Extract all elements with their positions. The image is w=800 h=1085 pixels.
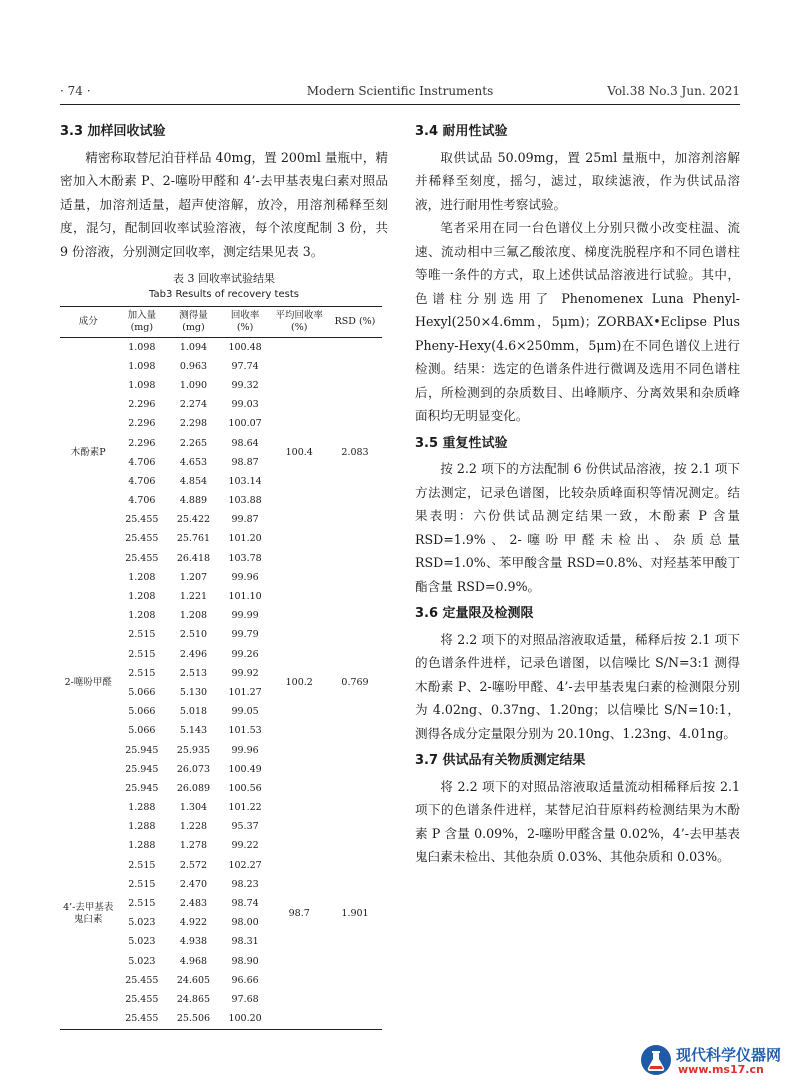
recovery-cell: 100.07 [228, 418, 262, 430]
section-3-3-title: 3.3 加样回收试验 [60, 124, 166, 139]
recovery-cell: 99.87 [231, 514, 259, 526]
recovery-cell: 103.78 [228, 552, 262, 564]
added-cell: 25.455 [125, 514, 159, 526]
measured-cell: 25.935 [176, 744, 211, 756]
added-cell: 2.515 [128, 859, 156, 871]
recovery-cell: 98.23 [231, 878, 259, 890]
recovery-cell: 101.22 [228, 802, 262, 814]
measured-cell: 2.483 [179, 898, 208, 910]
measured-cell: 24.865 [176, 993, 211, 1005]
measured-cell: 2.265 [179, 437, 208, 449]
section-3-4-title: 3.4 耐用性试验 [415, 124, 508, 139]
right-column [415, 116, 740, 869]
added-cell: 25.455 [125, 552, 159, 564]
added-cell: 25.945 [125, 744, 159, 756]
measured-cell: 5.143 [179, 725, 208, 737]
added-cell: 5.066 [128, 686, 156, 698]
page-number: · 74 · [60, 84, 91, 98]
section-3-6-title: 3.6 定量限及检测限 [415, 606, 534, 621]
measured-cell: 4.922 [179, 917, 208, 929]
recovery-cell: 99.26 [231, 648, 259, 660]
added-cell: 2.296 [128, 399, 156, 411]
left-column [60, 116, 388, 1030]
recovery-cell: 103.14 [228, 475, 262, 487]
added-cell: 25.945 [125, 763, 159, 775]
section-3-7-title: 3.7 供试品有关物质测定结果 [415, 753, 586, 768]
measured-cell: 2.572 [179, 859, 208, 871]
header-avg-recovery: 平均回收率 (%) [270, 307, 328, 338]
measured-cell: 2.496 [179, 648, 208, 660]
recovery-cell: 99.03 [231, 399, 259, 411]
measured-cell: 1.090 [179, 379, 208, 391]
recovery-cell: 100.48 [228, 341, 262, 353]
measured-cell: 1.228 [179, 821, 208, 833]
added-cell: 1.098 [128, 379, 156, 391]
added-cell: 2.515 [128, 667, 156, 679]
section-3-7-paragraph: 将 2.2 项下的对照品溶液取适量流动相稀释后按 2.1 项下的色谱条件进样，某替尼泊苷原料药检测结果为木酚素 P 含量 0.09%，2-噻吩甲醛含量 0.02%，4’-去甲基表鬼臼素未检出、其他杂质 0.03%、其他杂质和 0.03%。 [415, 778, 740, 864]
recovery-cell: 98.87 [231, 456, 259, 468]
measured-cell: 4.653 [179, 456, 208, 468]
measured-cell: 26.089 [176, 782, 211, 794]
section-3-3-paragraph: 精密称取替尼泊苷样品 40mg，置 200ml 量瓶中，精密加入木酚素 P、2-噻吩甲醛和 4’-去甲基表鬼臼素对照品适量，加溶剂适量，超声使溶解，放冷，用溶剂稀释至刻度，混匀，配制回收率试验溶液，每个浓度配制 3 份，共 9 份溶液，分别测定回收率，测定结果见表 3。 [60, 149, 388, 259]
section-3-4-paragraph-2: 笔者采用在同一台色谱仪上分别只微小改变柱温、流速、流动相中三氟乙酸浓度、梯度洗脱程序和不同色谱柱等唯一条件的方式，取上述供试品溶液进行试验。其中，色谱柱分别选用了 Phenomenex Luna Phenyl-Hexyl(250×4.6mm，5μm)；ZORBAX•Eclipse Plus Pheny-Hexy(4.6×250mm，5μm)在不同色谱仪上进行检测。结果：选定的色谱条件进行微调及选用不同色谱柱后，所检测到的杂质数目、出峰顺序、分离效果和杂质峰面积均无明显变化。 [415, 220, 740, 423]
recovery-cell: 98.00 [231, 917, 259, 929]
measured-cell: 1.094 [179, 341, 208, 353]
measured-cell: 2.513 [179, 667, 208, 679]
recovery-cell: 99.96 [231, 571, 259, 583]
running-header [60, 84, 740, 104]
added-cell: 2.296 [128, 437, 156, 449]
component-name-cell: 4’-去甲基表 鬼臼素 [63, 901, 114, 925]
recovery-cell: 102.27 [228, 859, 262, 871]
measured-cell: 2.510 [179, 629, 208, 641]
logo-name: 现代科学仪器网 [676, 1046, 782, 1064]
recovery-cell: 96.66 [231, 974, 259, 986]
measured-cell: 25.422 [176, 514, 211, 526]
avg-recovery-cell: 100.2 [285, 677, 313, 689]
table-header-row [60, 307, 382, 338]
added-cell: 5.023 [128, 917, 156, 929]
journal-name: Modern Scientific Instruments [306, 84, 494, 98]
recovery-cell: 97.68 [231, 993, 259, 1005]
added-cell: 1.098 [128, 360, 156, 372]
added-cell: 5.023 [128, 936, 156, 948]
measured-cell: 4.968 [179, 955, 208, 967]
table-caption-en: Tab3 Results of recovery tests [149, 289, 299, 300]
added-cell: 2.515 [128, 648, 156, 660]
table-caption-cn: 表 3 回收率试验结果 [173, 272, 275, 285]
avg-recovery-cell: 98.7 [288, 907, 310, 919]
recovery-cell: 99.05 [231, 706, 259, 718]
measured-cell: 1.221 [179, 591, 208, 603]
recovery-cell: 100.20 [228, 1013, 262, 1025]
recovery-cell: 95.37 [231, 821, 259, 833]
measured-cell: 5.018 [179, 706, 208, 718]
measured-cell: 2.298 [179, 418, 208, 430]
table-body [60, 338, 382, 1030]
recovery-cell: 98.31 [231, 936, 259, 948]
site-logo[interactable] [640, 1042, 790, 1080]
section-3-5-title: 3.5 重复性试验 [415, 435, 508, 451]
measured-cell: 4.889 [179, 495, 208, 507]
measured-cell: 2.274 [179, 399, 208, 411]
recovery-cell: 101.20 [228, 533, 262, 545]
measured-cell: 0.963 [179, 360, 208, 372]
measured-cell: 2.470 [179, 878, 208, 890]
measured-cell: 24.605 [176, 974, 211, 986]
added-cell: 5.066 [128, 706, 156, 718]
measured-cell: 4.938 [179, 936, 208, 948]
added-cell: 1.208 [128, 571, 156, 583]
rsd-cell: 1.901 [341, 907, 369, 919]
header-measured: 测得量 (mg) [167, 307, 220, 338]
header-component: 成分 [60, 307, 116, 338]
measured-cell: 1.207 [179, 571, 208, 583]
recovery-cell: 99.22 [231, 840, 259, 852]
added-cell: 5.023 [128, 955, 156, 967]
added-cell: 25.455 [125, 974, 159, 986]
recovery-cell: 99.32 [231, 379, 259, 391]
recovery-cell: 99.96 [231, 744, 259, 756]
flask-logo-icon [640, 1044, 672, 1076]
rsd-cell: 0.769 [341, 677, 369, 689]
recovery-cell: 103.88 [228, 495, 262, 507]
added-cell: 4.706 [128, 456, 156, 468]
recovery-cell: 99.92 [231, 667, 259, 679]
component-name-cell: 木酚素P [70, 447, 106, 459]
avg-recovery-cell: 100.4 [285, 447, 313, 459]
table-row [60, 568, 382, 587]
table-row [60, 338, 382, 358]
measured-cell: 25.506 [176, 1013, 211, 1025]
added-cell: 25.945 [125, 782, 159, 794]
added-cell: 2.515 [128, 629, 156, 641]
recovery-cell: 100.49 [228, 763, 262, 775]
added-cell: 1.288 [128, 802, 156, 814]
recovery-cell: 99.99 [231, 610, 259, 622]
added-cell: 1.098 [128, 341, 156, 353]
table-row [60, 799, 382, 818]
recovery-cell: 99.79 [231, 629, 259, 641]
recovery-cell: 101.10 [228, 591, 262, 603]
added-cell: 4.706 [128, 475, 156, 487]
section-3-5-paragraph: 按 2.2 项下的方法配制 6 份供试品溶液，按 2.1 项下方法测定，记录色谱图，比较杂质峰面积等情况测定。结果表明：六份供试品测定结果一致，木酚素 P 含量 RSD=1.9%、2-噻吩甲醛未检出、杂质总量 RSD=1.0%、苯甲酸含量 RSD=0.8%、对羟基苯甲酸丁酯含量 RSD=0.9%。 [415, 461, 740, 594]
header-added: 加入量 (mg) [116, 307, 167, 338]
component-name-cell: 2-噻吩甲醛 [64, 677, 112, 689]
added-cell: 25.455 [125, 993, 159, 1005]
measured-cell: 1.208 [179, 610, 208, 622]
added-cell: 1.288 [128, 821, 156, 833]
section-3-6-paragraph: 将 2.2 项下的对照品溶液取适量，稀释后按 2.1 项下的色谱条件进样，记录色谱图，以信噪比 S/N=3:1 测得木酚素 P、2-噻吩甲醛、4’-去甲基表鬼臼素的检测限分别为 4.02ng、0.37ng、1.20ng；以信噪比 S/N=10:1，测得各成分定量限分别为 20.10ng、1.23ng、4.01ng。 [415, 631, 740, 741]
added-cell: 1.208 [128, 591, 156, 603]
measured-cell: 1.304 [179, 802, 208, 814]
measured-cell: 25.761 [176, 533, 211, 545]
issue-info: Vol.38 No.3 Jun. 2021 [607, 84, 740, 98]
measured-cell: 5.130 [179, 686, 208, 698]
header-recovery: 回收率 (%) [220, 307, 271, 338]
added-cell: 4.706 [128, 495, 156, 507]
recovery-cell: 98.90 [231, 955, 259, 967]
header-rule [60, 104, 740, 105]
section-3-4-paragraph-1: 取供试品 50.09mg，置 25ml 量瓶中，加溶剂溶解并稀释至刻度，摇匀，滤过，取续滤液，作为供试品溶液，进行耐用性考察试验。 [415, 149, 740, 212]
added-cell: 5.066 [128, 725, 156, 737]
added-cell: 2.515 [128, 898, 156, 910]
recovery-cell: 101.27 [228, 686, 262, 698]
recovery-cell: 98.74 [231, 898, 259, 910]
recovery-cell: 100.56 [228, 782, 262, 794]
header-rsd: RSD (%) [328, 307, 382, 338]
recovery-cell: 97.74 [231, 360, 259, 372]
added-cell: 2.515 [128, 878, 156, 890]
logo-url: www.ms17.cn [678, 1063, 764, 1076]
measured-cell: 26.418 [176, 552, 211, 564]
added-cell: 1.288 [128, 840, 156, 852]
added-cell: 1.208 [128, 610, 156, 622]
measured-cell: 1.278 [179, 840, 208, 852]
rsd-cell: 2.083 [341, 447, 369, 459]
measured-cell: 26.073 [176, 763, 211, 775]
added-cell: 25.455 [125, 533, 159, 545]
added-cell: 2.296 [128, 418, 156, 430]
measured-cell: 4.854 [179, 475, 208, 487]
added-cell: 25.455 [125, 1013, 159, 1025]
recovery-cell: 101.53 [228, 725, 262, 737]
recovery-cell: 98.64 [231, 437, 259, 449]
recovery-table [60, 306, 382, 1030]
